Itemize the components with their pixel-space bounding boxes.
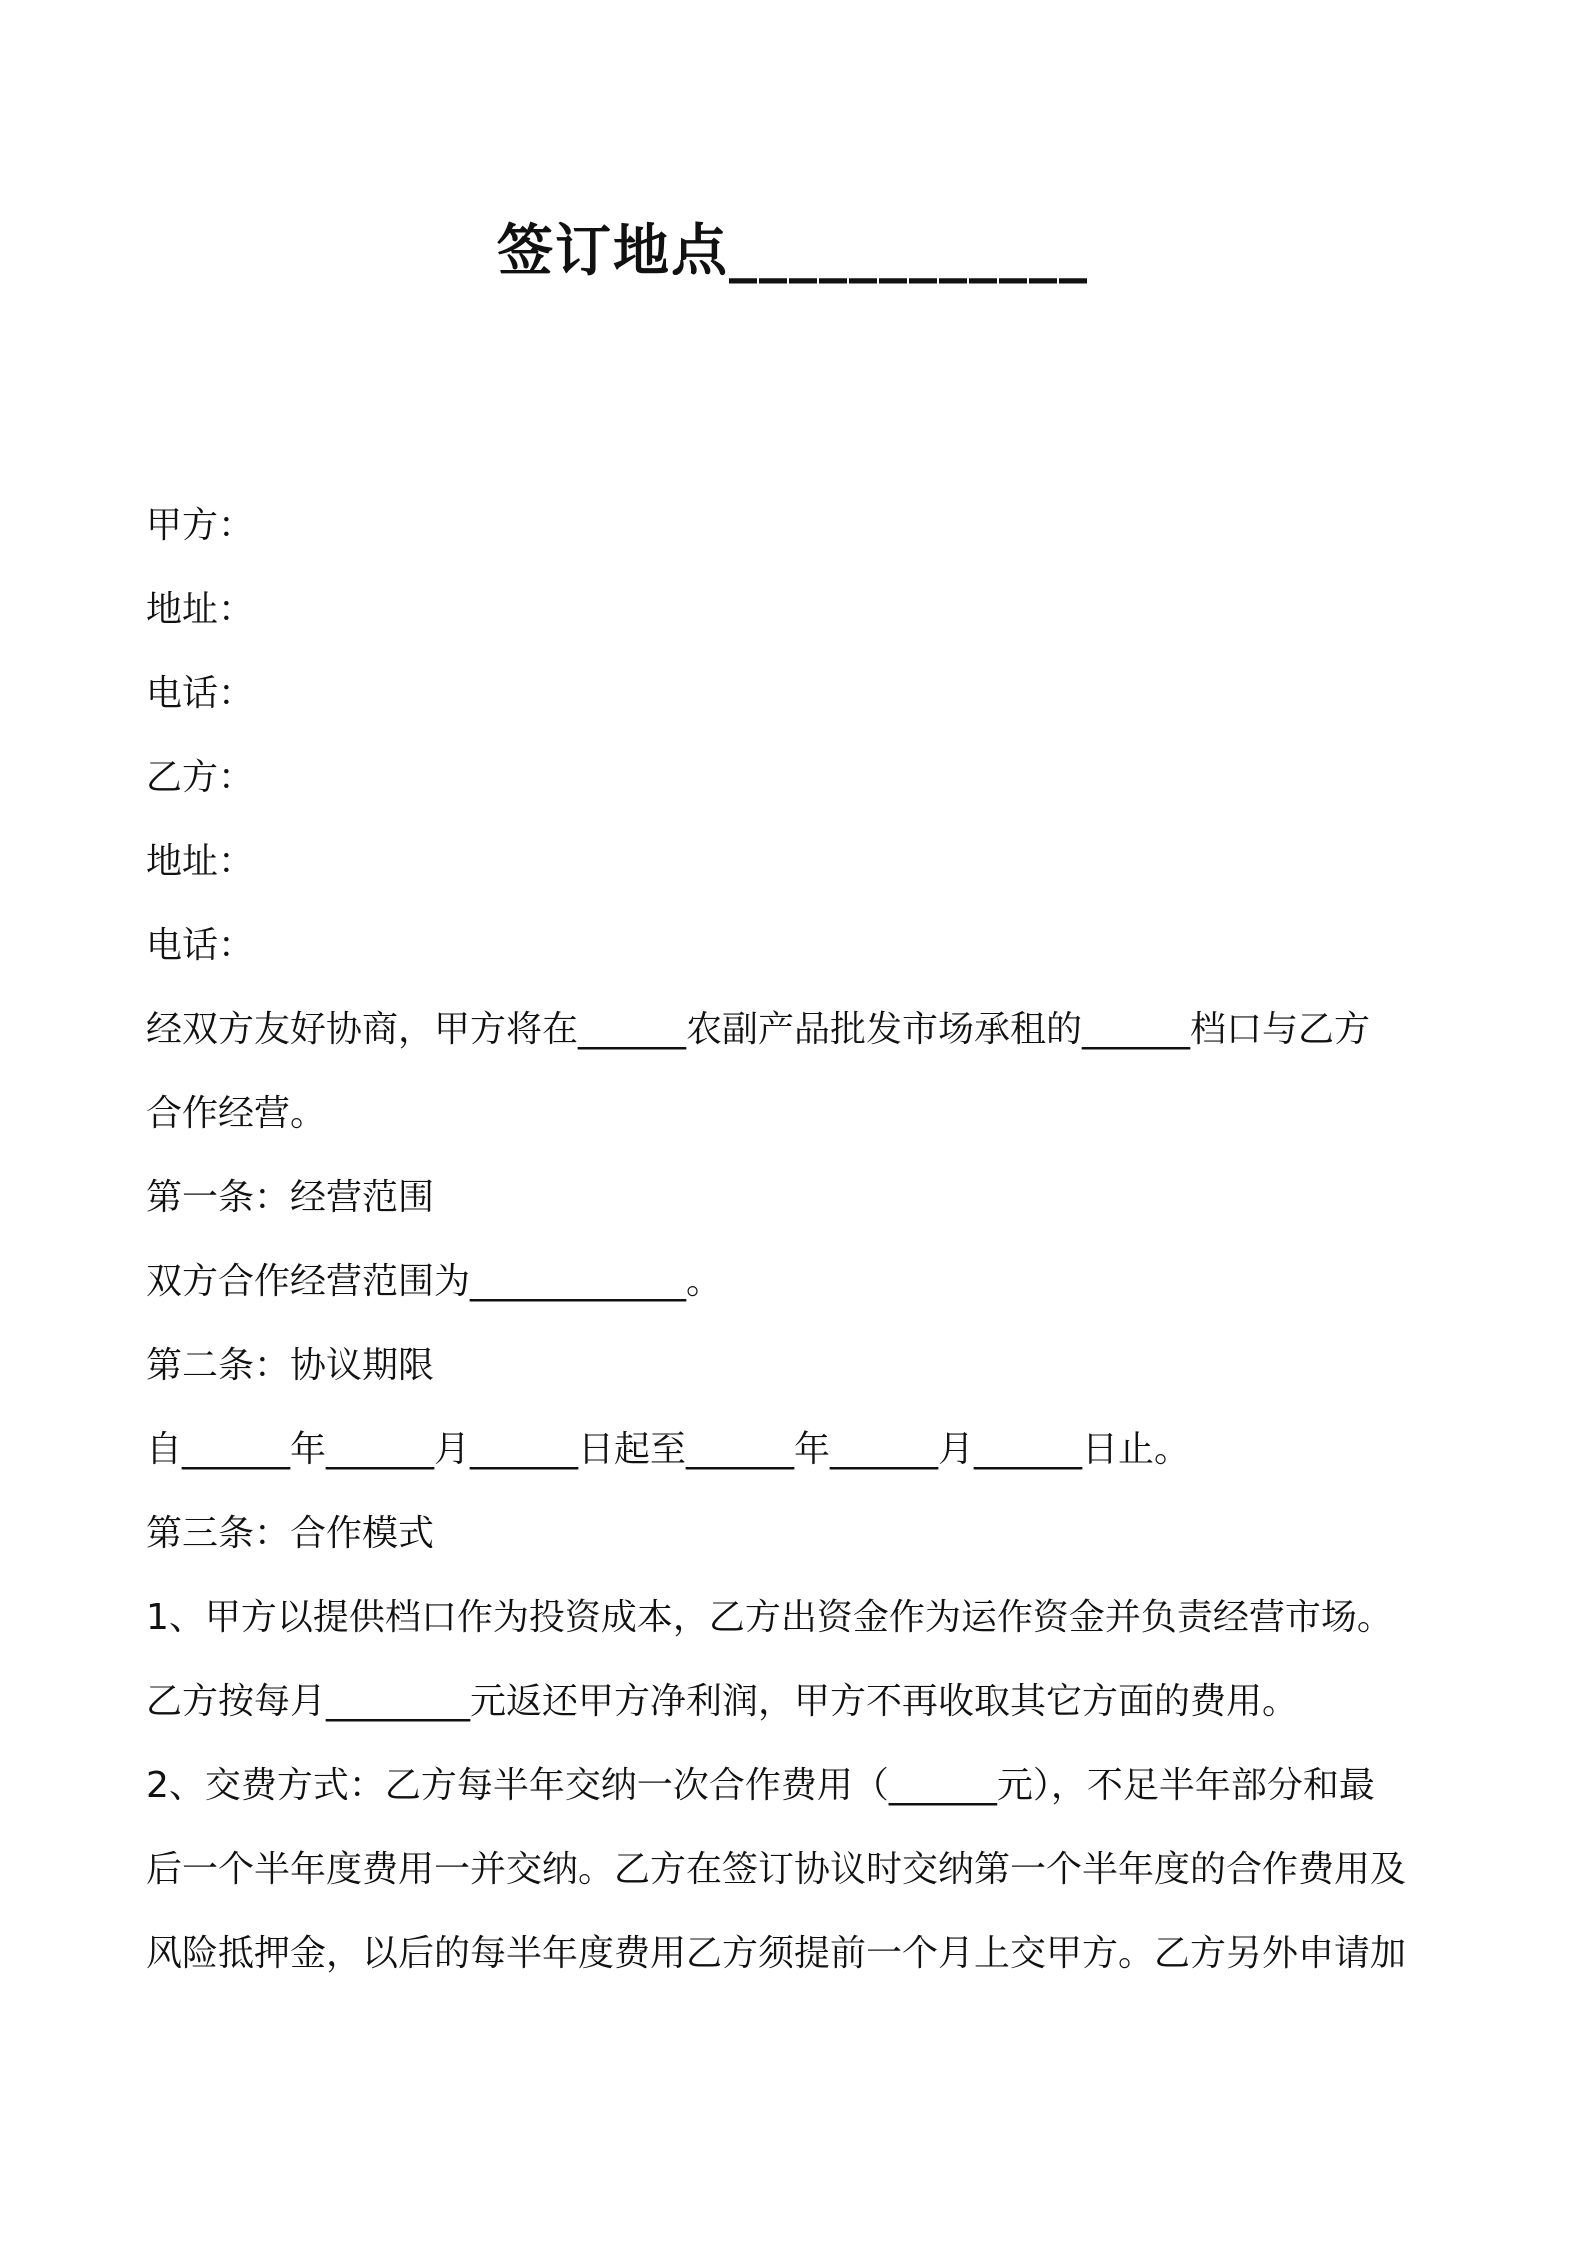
article-paragraph-line: 2、交费方式：乙方每半年交纳一次合作费用（______元），不足半年部分和最 [146,1765,1375,1806]
article-paragraph-line: 自______年______月______日起至______年______月______日止。 [146,1429,1191,1470]
article-heading: 第二条：协议期限 [146,1345,435,1386]
article-paragraph-line: 乙方按每月________元返还甲方净利润，甲方不再收取其它方面的费用。 [146,1681,1299,1722]
article-paragraph-line: 后一个半年度费用一并交纳。乙方在签订协议时交纳第一个半年度的合作费用及 [146,1849,1407,1890]
party-b-label: 乙方： [146,757,255,798]
article-paragraph-line: 双方合作经营范围为____________。 [146,1261,723,1302]
intro-paragraph-line: 经双方友好协商，甲方将在______农副产品批发市场承租的______档口与乙方 [146,1009,1371,1050]
party-a-address-label: 地址： [146,589,255,630]
party-b-address-label: 地址： [146,841,255,882]
party-a-label: 甲方： [146,505,255,546]
article-paragraph-line: 风险抵押金，以后的每半年度费用乙方须提前一个月上交甲方。乙方另外申请加 [146,1933,1407,1974]
article-paragraph-line: 1、甲方以提供档口作为投资成本，乙方出资金作为运作资金并负责经营市场。 [146,1597,1393,1638]
party-a-phone-label: 电话： [146,673,255,714]
article-heading: 第一条：经营范围 [146,1177,435,1218]
intro-paragraph-line: 合作经营。 [146,1093,327,1134]
party-b-phone-label: 电话： [146,925,255,966]
document-body [146,484,1452,1996]
article-heading: 第三条：合作模式 [146,1513,435,1554]
document-title: 签订地点____________ [497,219,1089,284]
